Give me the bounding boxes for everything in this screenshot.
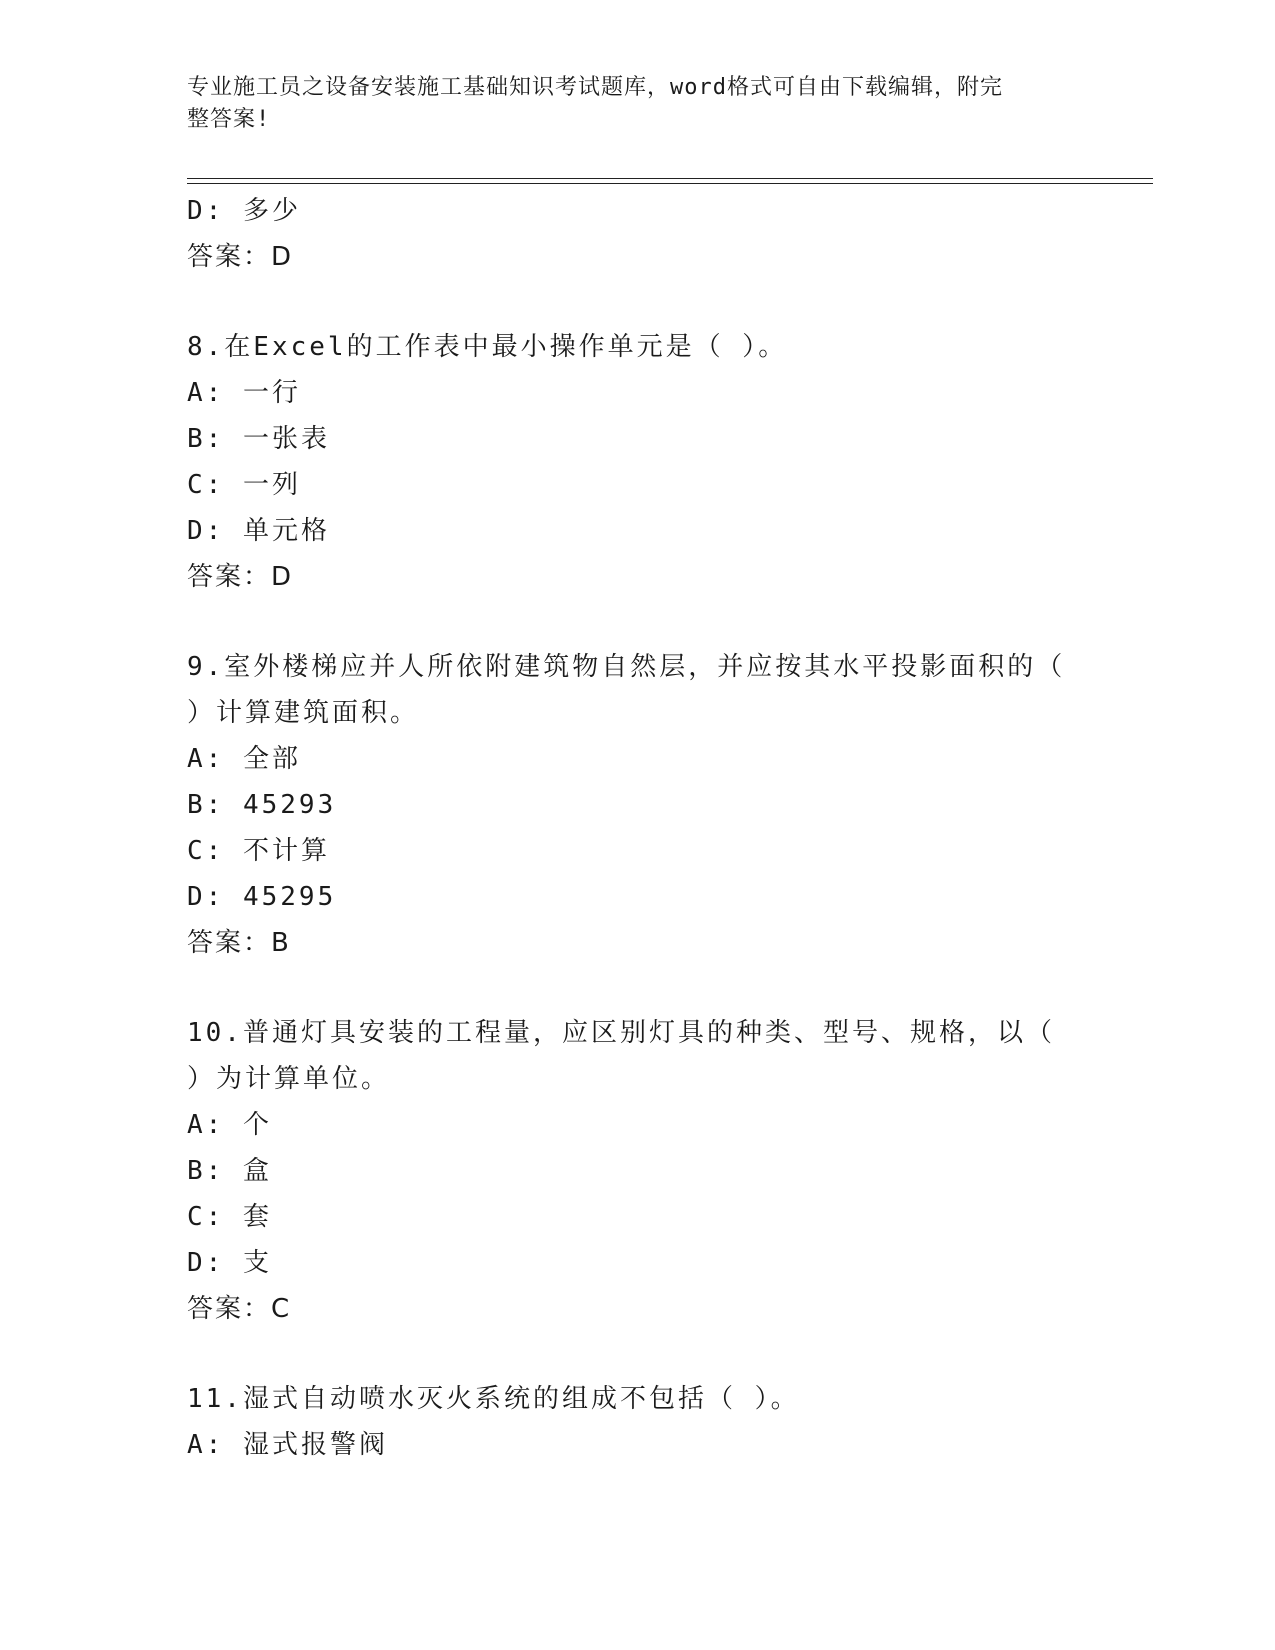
previous-question-tail xyxy=(187,188,1067,280)
question-9 xyxy=(187,644,1067,966)
question-text-continued: ）计算建筑面积。 xyxy=(187,698,420,728)
question-10 xyxy=(187,1010,1067,1332)
option-a: A: 个 xyxy=(187,1110,272,1140)
question-list xyxy=(187,188,1067,1468)
option-a: A: 湿式报警阀 xyxy=(187,1430,388,1460)
question-text: 8.在Excel的工作表中最小操作单元是（ ）。 xyxy=(187,332,788,362)
question-8 xyxy=(187,324,1067,600)
question-11 xyxy=(187,1376,1067,1468)
spacer xyxy=(187,600,1067,644)
option-d: D: 45295 xyxy=(187,882,337,912)
option-d: D: 支 xyxy=(187,1248,272,1278)
answer-line: 答案：B xyxy=(187,928,291,958)
spacer xyxy=(187,966,1067,1010)
header-divider-bottom xyxy=(187,183,1153,184)
option-c: C: 不计算 xyxy=(187,836,330,866)
spacer xyxy=(187,280,1067,324)
option-b: B: 盒 xyxy=(187,1156,272,1186)
answer-line: 答案：C xyxy=(187,1294,292,1324)
option-a: A: 全部 xyxy=(187,744,301,774)
question-text: 9.室外楼梯应并人所依附建筑物自然层，并应按其水平投影面积的（ xyxy=(187,652,1066,682)
option-b: B: 45293 xyxy=(187,790,337,820)
question-text: 11.湿式自动喷水灭火系统的组成不包括（ ）。 xyxy=(187,1384,800,1414)
option-c: C: 一列 xyxy=(187,470,301,500)
header-line-1: 专业施工员之设备安装施工基础知识考试题库，word格式可自由下载编辑，附完 xyxy=(187,75,1003,100)
question-text: 10.普通灯具安装的工程量，应区别灯具的种类、型号、规格，以（ xyxy=(187,1018,1055,1048)
option-a: A: 一行 xyxy=(187,378,301,408)
document-header xyxy=(187,72,1087,136)
option-d: D: 多少 xyxy=(187,196,301,226)
answer-line: 答案：D xyxy=(187,242,294,272)
header-line-2: 整答案! xyxy=(187,107,271,132)
header-divider-top xyxy=(187,178,1153,179)
question-text-continued: ）为计算单位。 xyxy=(187,1064,391,1094)
spacer xyxy=(187,1332,1067,1376)
answer-line: 答案：D xyxy=(187,562,294,592)
option-b: B: 一张表 xyxy=(187,424,330,454)
option-c: C: 套 xyxy=(187,1202,272,1232)
option-d: D: 单元格 xyxy=(187,516,330,546)
